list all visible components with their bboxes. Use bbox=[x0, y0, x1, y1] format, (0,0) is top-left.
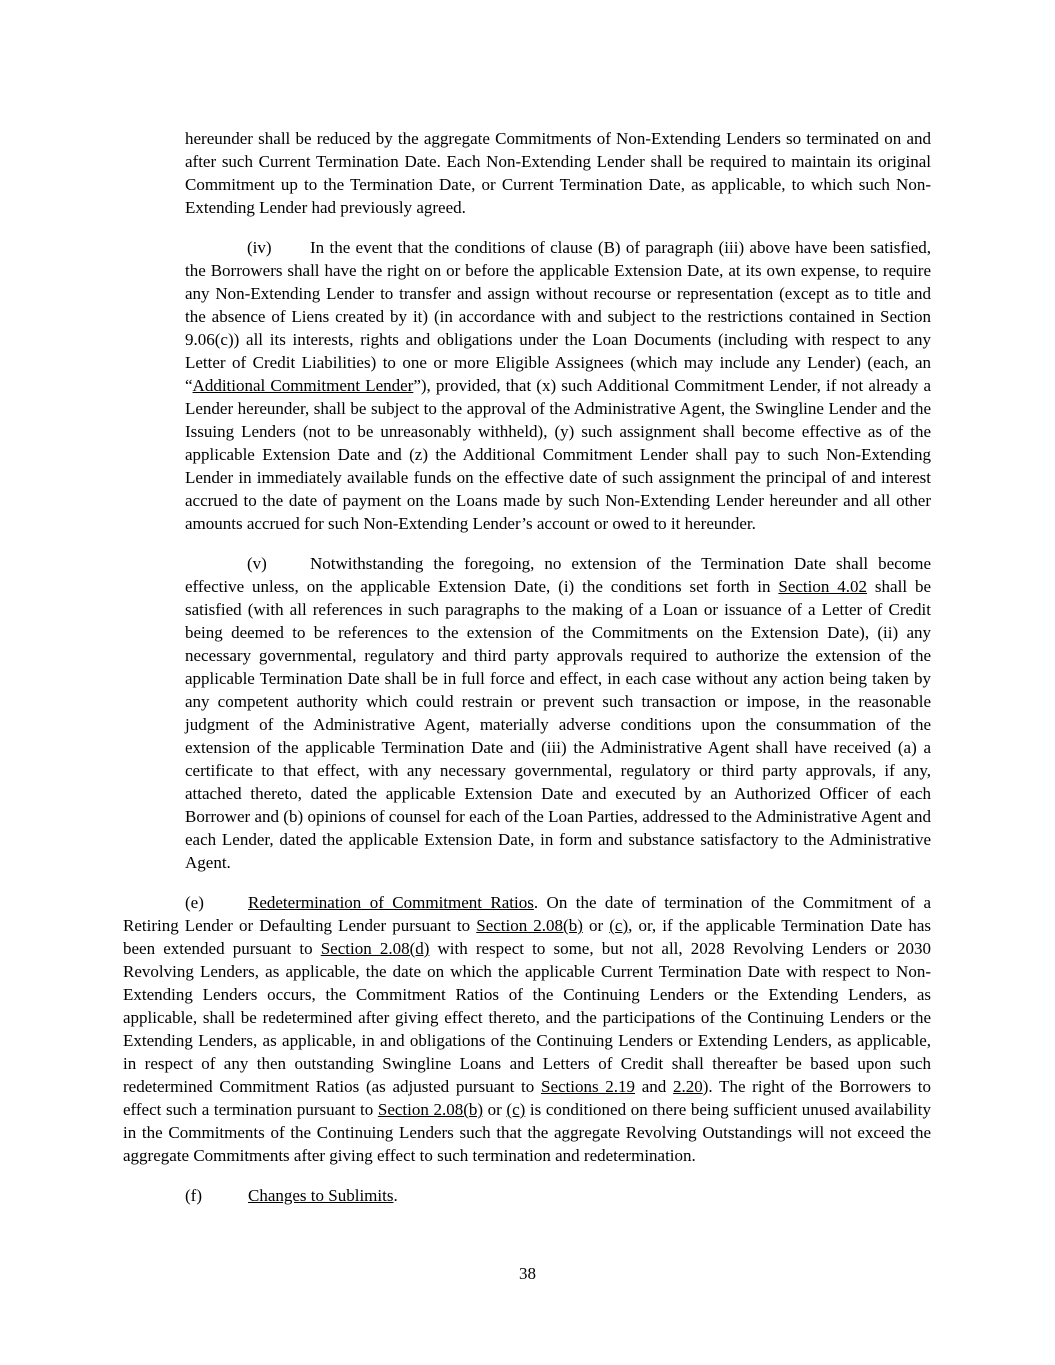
section-reference: (c) bbox=[506, 1100, 526, 1119]
text-run: In the event that the conditions of clause (B) of paragraph (iii) above have been satisfied, the Borrowers shall have the right on or before the applicable Extension Date, at its own expense, to require any Non-Extending Lender to transfer and assign without recourse or representation (except as to title and the absence of Liens created by it) (in accordance with and subject to the restrictions contained in Section 9.06(c)) all its interests, rights and obligations under the Loan Documents (including with respect to any Letter of Credit Liabilities) to one or more Eligible Assignees (which may include any Lender) (each, an “ bbox=[185, 238, 931, 395]
paragraph-label: (v) bbox=[247, 554, 267, 573]
page-number: 38 bbox=[519, 1264, 536, 1283]
document-body bbox=[123, 127, 931, 1224]
defined-term: Additional Commitment Lender bbox=[192, 376, 414, 395]
text-run: or bbox=[483, 1100, 507, 1119]
clause-heading: Changes to Sublimits bbox=[248, 1186, 394, 1205]
paragraph-e bbox=[123, 891, 931, 1167]
text-run: . On the date of termination of the Commitment of a Retiring Lender or Defaulting Lender pursuant to bbox=[123, 893, 931, 935]
section-reference: Sections 2.19 bbox=[540, 1077, 636, 1096]
text-run: . bbox=[393, 1186, 398, 1205]
text-run: shall be satisfied (with all references in such paragraphs to the making of a Loan or issuance of a Letter of Credit being deemed to be references to the extension of the Commitments on the Extension Date), (ii) any necessary governmental, regulatory and third party approvals required to authorize the extension of the applicable Termination Date shall be in full force and effect, in each case without any action being taken by any competent authority which could restrain or prevent such transaction or impose, in the reasonable judgment of the Administrative Agent, materially adverse conditions upon the consummation of the extension of the applicable Termination Date and (iii) the Administrative Agent shall have received (a) a certificate to that effect, with any necessary governmental, regulatory or third party approvals, if any, attached thereto, dated the applicable Extension Date and executed by an Authorized Officer of each Borrower and (b) opinions of counsel for each of the Loan Parties, addressed to the Administrative Agent and each Lender, dated the applicable Extension Date, in form and substance satisfactory to the Administrative Agent. bbox=[185, 577, 931, 872]
text-run: with respect to some, but not all, 2028 Revolving Lenders or 2030 Revolving Lenders, as applicable, the date on which the applicable Current Termination Date with respect to Non-Extending Lenders occurs, the Commitment Ratios of the Continuing Lenders or the Extending Lenders, as applicable, shall be redetermined after giving effect thereto, and the participations of the Continuing Lenders or the Extending Lenders, as applicable, in and obligations of the Continuing Lenders or Extending Lenders, as applicable, in respect of any then outstanding Swingline Loans and Letters of Credit shall thereafter be based upon such redetermined Commitment Ratios (as adjusted pursuant to bbox=[123, 939, 931, 1096]
text-run: Notwithstanding the foregoing, no extension of the Termination Date shall become effective unless, on the applicable Extension Date, (i) the conditions set forth in bbox=[185, 554, 931, 596]
section-reference: (c) bbox=[609, 916, 629, 935]
section-reference: Section 2.08(d) bbox=[320, 939, 430, 958]
text-run: ). The right of the Borrowers to effect such a termination pursuant to bbox=[123, 1077, 931, 1119]
section-reference: Section 4.02 bbox=[778, 577, 868, 596]
text-run: and bbox=[635, 1077, 673, 1096]
section-reference: 2.20 bbox=[673, 1077, 703, 1096]
paragraph-iv bbox=[185, 236, 931, 535]
text-run: , or, if the applicable Termination Date has been extended pursuant to bbox=[123, 916, 931, 958]
paragraph-v bbox=[185, 552, 931, 874]
text-run: or bbox=[582, 916, 610, 935]
text-run: is conditioned on there being sufficient unused availability in the Commitments of the Continuing Lenders such that the aggregate Revolving Outstandings will not exceed the aggregate Commitments after giving effect to such termination and redetermination. bbox=[123, 1100, 931, 1165]
paragraph-f bbox=[123, 1184, 931, 1207]
paragraph-label: (e) bbox=[185, 893, 204, 912]
text-run: hereunder shall be reduced by the aggregate Commitments of Non-Extending Lenders so terminated on and after such Current Termination Date. Each Non-Extending Lender shall be required to maintain its original Commitment up to the Termination Date, or Current Termination Date, as applicable, to which such Non-Extending Lender had previously agreed. bbox=[185, 129, 931, 217]
clause-heading: Redetermination of Commitment Ratios bbox=[248, 893, 534, 912]
section-reference: Section 2.08(b) bbox=[377, 1100, 484, 1119]
paragraph-label: (iv) bbox=[247, 238, 272, 257]
section-reference: Section 2.08(b) bbox=[476, 916, 583, 935]
paragraph-continuation bbox=[185, 127, 931, 219]
paragraph-label: (f) bbox=[185, 1186, 202, 1205]
text-run: ”), provided, that (x) such Additional Commitment Lender, if not already a Lender hereunder, shall be subject to the approval of the Administrative Agent, the Swingline Lender and the Issuing Lenders (not to be unreasonably withheld), (y) such assignment shall become effective as of the applicable Extension Date and (z) the Additional Commitment Lender shall pay to such Non-Extending Lender in immediately available funds on the effective date of such assignment the principal of and interest accrued to the date of payment on the Loans made by such Non-Extending Lender hereunder and all other amounts accrued for such Non-Extending Lender’s account or owed to it hereunder. bbox=[185, 376, 931, 533]
